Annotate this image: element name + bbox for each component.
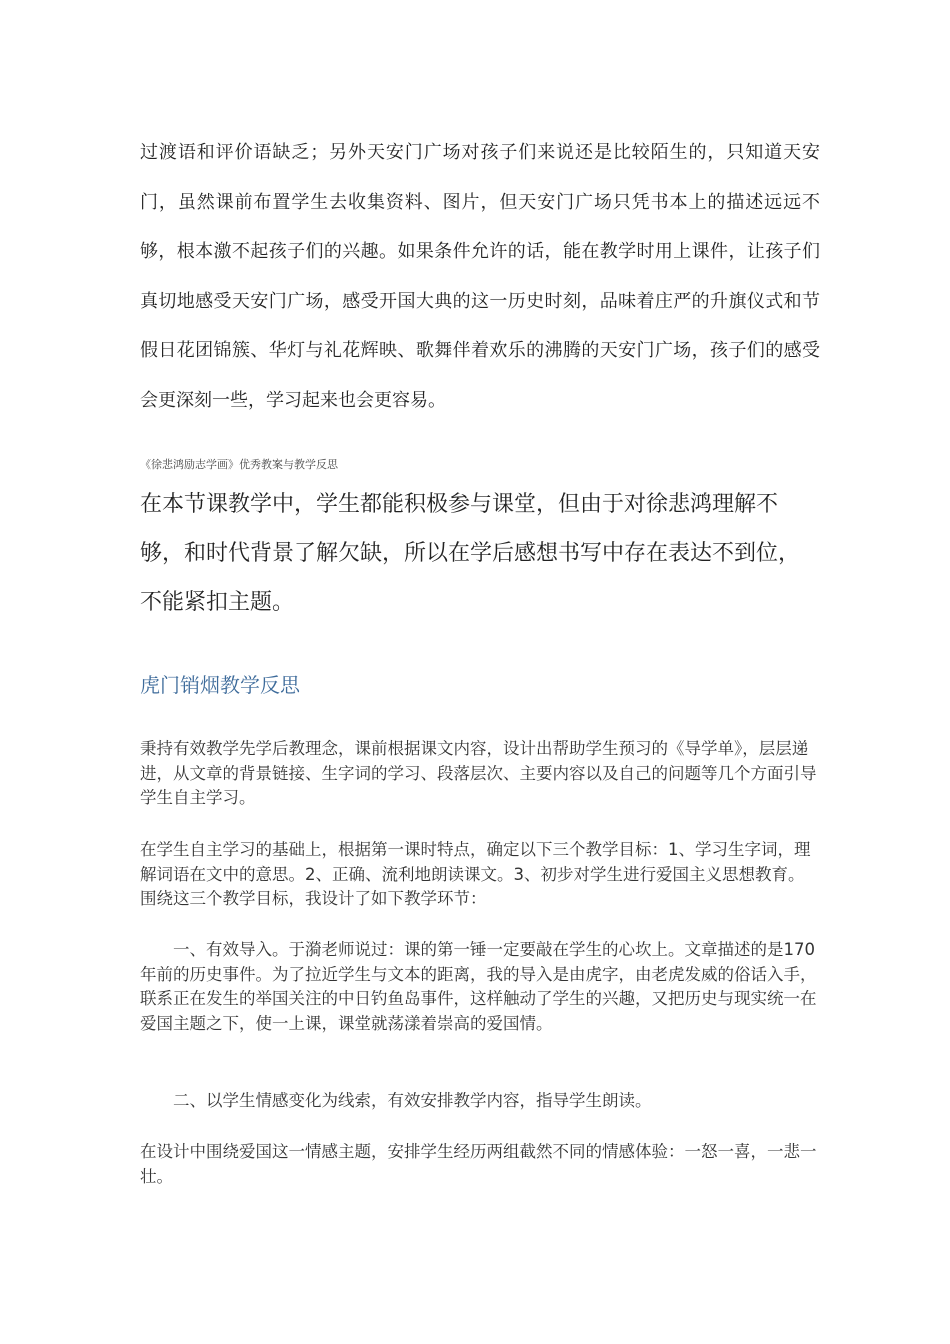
body-paragraph-2: 在学生自主学习的基础上，根据第一课时特点，确定以下三个教学目标：1、学习生字词，理解词语在文中的意思。2、正确、流利地朗读课文。3、初步对学生进行爱国主义思想教育。围绕这三个教学目标，我设计了如下教学环节： — [140, 840, 811, 908]
lesson-subheading: 《徐悲鸿励志学画》优秀教案与教学反思 — [140, 458, 338, 471]
reflection-paragraph-tiananmen: 过渡语和评价语缺乏；另外天安门广场对孩子们来说还是比较陌生的，只知道天安门，虽然课前布置学生去收集资料、图片，但天安门广场只凭书本上的描述远远不够，根本激不起孩子们的兴趣。如果条件允许的话，能在教学时用上课件，让孩子们真切地感受天安门广场，感受开国大典的这一历史时刻，品味着庄严的升旗仪式和节假日花团锦簇、华灯与礼花辉映、歌舞伴着欢乐的沸腾的天安门广场，孩子们的感受会更深刻一些，学习起来也会更容易。 — [140, 142, 820, 411]
body-paragraph-4: 二、以学生情感变化为线索，有效安排教学内容，指导学生朗读。 — [173, 1091, 652, 1110]
body-paragraph-5: 在设计中围绕爱国这一情感主题，安排学生经历两组截然不同的情感体验：一怒一喜，一悲一壮。 — [140, 1142, 817, 1186]
body-paragraph-3: 一、有效导入。于漪老师说过：课的第一锤一定要敲在学生的心坎上。文章描述的是170年前的历史事件。为了拉近学生与文本的距离，我的导入是由虎字，由老虎发威的俗话入手，联系正在发生的举国关注的中日钓鱼岛事件，这样触动了学生的兴趣，又把历史与现实统一在爱国主题之下，使一上课，课堂就荡漾着崇高的爱国情。 — [140, 940, 817, 1033]
reflection-paragraph-xubeihong: 在本节课教学中，学生都能积极参与课堂，但由于对徐悲鸿理解不够，和时代背景了解欠缺，所以在学后感想书写中存在表达不到位，不能紧扣主题。 — [140, 492, 801, 615]
body-paragraph-1: 秉持有效教学先学后教理念，课前根据课文内容，设计出帮助学生预习的《导学单》，层层递进，从文章的背景链接、生字词的学习、段落层次、主要内容以及自己的问题等几个方面引导学生自主学习。 — [140, 739, 817, 807]
section-title: 虎门销烟教学反思 — [140, 673, 300, 697]
